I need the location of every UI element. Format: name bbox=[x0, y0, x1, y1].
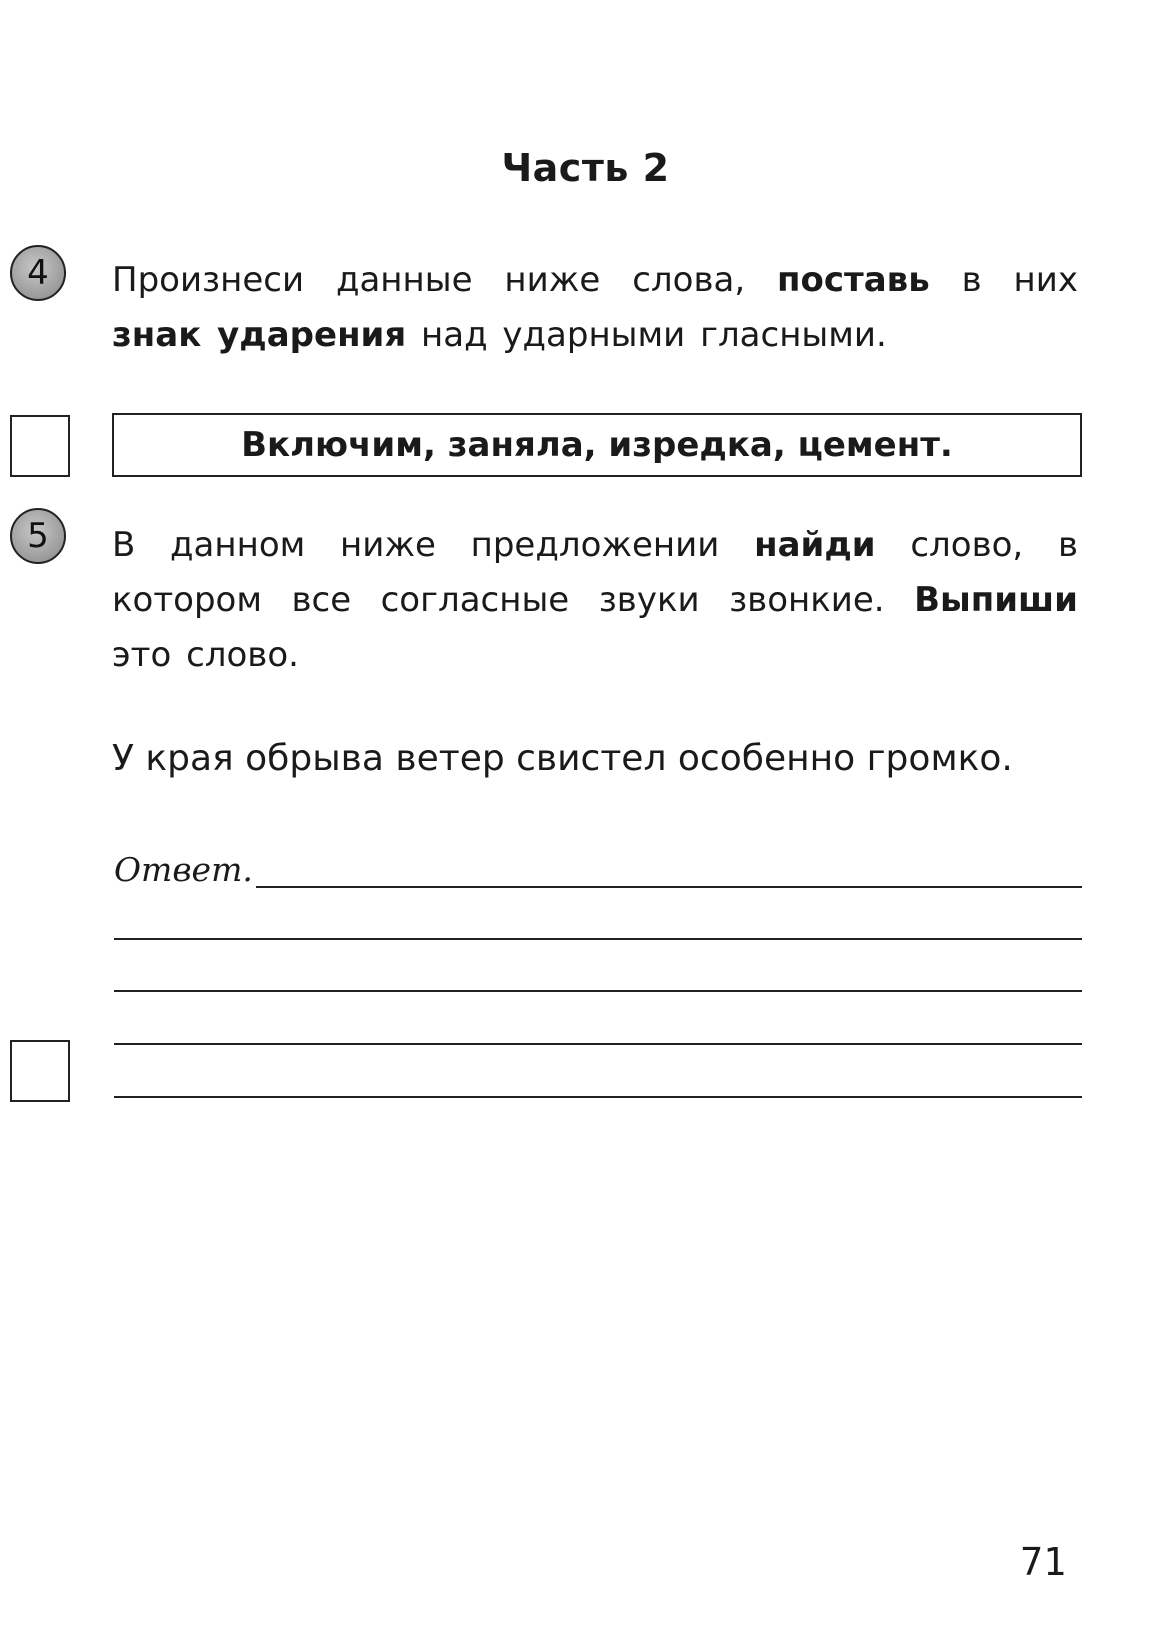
task-5-bold-1: найди bbox=[754, 525, 876, 565]
task-4-text-1: Произнеси данные ниже слова, bbox=[112, 260, 778, 300]
task-4-bold-2: знак ударения bbox=[112, 315, 407, 355]
task-5-instruction bbox=[112, 518, 1078, 683]
answer-line-2[interactable] bbox=[114, 938, 1082, 940]
task-5-text-3: это слово. bbox=[112, 635, 299, 675]
answer-label: Ответ. bbox=[114, 850, 253, 889]
answer-line-1[interactable] bbox=[256, 886, 1082, 888]
task-4-text-2: в них bbox=[929, 260, 1078, 300]
task-5-bold-2: Выпиши bbox=[914, 580, 1078, 620]
task-4-badge: 4 bbox=[10, 245, 66, 301]
task-4-score-box[interactable] bbox=[10, 415, 70, 477]
task-5-badge: 5 bbox=[10, 508, 66, 564]
page-number: 71 bbox=[1020, 1540, 1066, 1584]
task-4-words-box bbox=[112, 413, 1082, 477]
task-4-words: Включим, заняла, изредка, цемент. bbox=[241, 425, 953, 465]
answer-line-3[interactable] bbox=[114, 990, 1082, 992]
task-4-text-3: над ударными гласными. bbox=[406, 315, 887, 355]
task-5-score-box[interactable] bbox=[10, 1040, 70, 1102]
answer-line-4[interactable] bbox=[114, 1043, 1082, 1045]
answer-line-5[interactable] bbox=[114, 1096, 1082, 1098]
task-4-bold-1: поставь bbox=[777, 260, 930, 300]
task-4-instruction bbox=[112, 253, 1078, 363]
part-title: Часть 2 bbox=[501, 146, 670, 190]
task-5-text-2: слово, в котором все согласные звуки звонкие. bbox=[112, 525, 1078, 620]
task-5-sentence: У края обрыва ветер свистел особенно громко. bbox=[112, 738, 1013, 779]
task-5-text-1: В данном ниже предложении bbox=[112, 525, 755, 565]
